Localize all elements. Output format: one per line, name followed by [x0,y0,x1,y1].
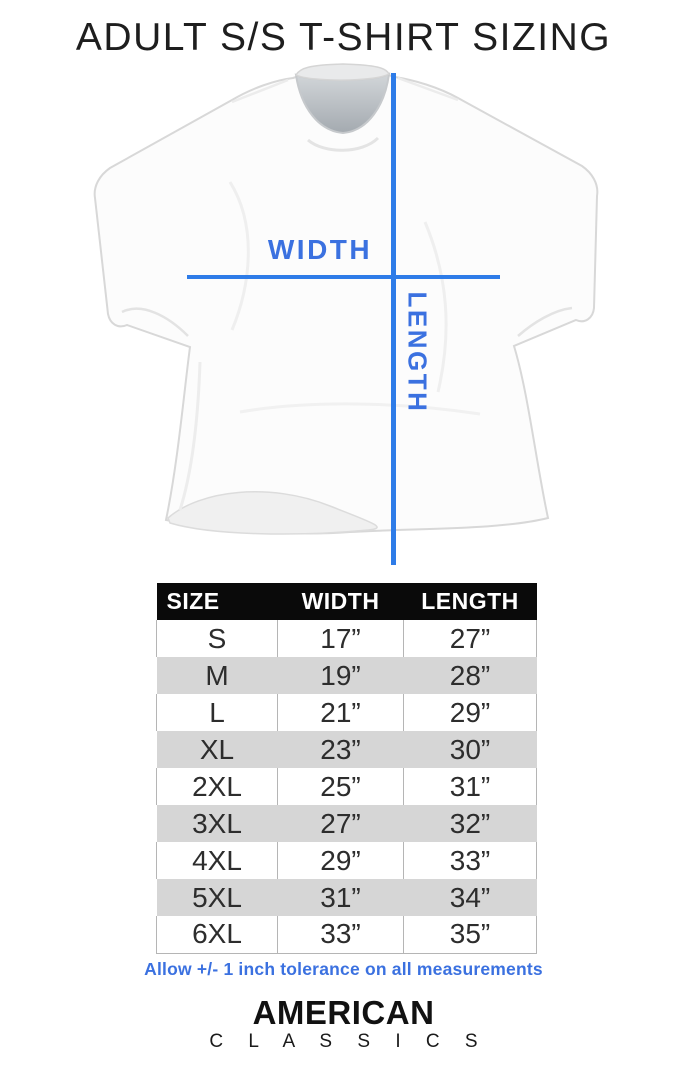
length-cell: 30” [404,731,537,768]
size-cell: L [157,694,278,731]
table-row [157,768,537,805]
length-cell: 29” [404,694,537,731]
width-cell: 27” [278,805,404,842]
length-cell: 28” [404,657,537,694]
length-label: LENGTH [402,291,433,414]
width-cell: 25” [278,768,404,805]
table-row [157,694,537,731]
width-cell: 31” [278,879,404,916]
tshirt-illustration [80,62,610,574]
table-row [157,916,537,953]
column-header-width: WIDTH [278,583,404,620]
length-cell: 31” [404,768,537,805]
table-row [157,842,537,879]
width-cell: 21” [278,694,404,731]
width-measure-line [187,275,500,279]
width-cell: 33” [278,916,404,953]
width-cell: 29” [278,842,404,879]
width-cell: 19” [278,657,404,694]
table-row [157,879,537,916]
size-table [156,583,537,954]
length-measure-line [391,73,396,565]
size-cell: 5XL [157,879,278,916]
table-row [157,805,537,842]
tshirt-body [95,70,598,534]
length-cell: 34” [404,879,537,916]
brand-subname: C L A S S I C S [209,1030,488,1052]
table-row [157,620,537,657]
size-table-body [157,620,537,953]
width-cell: 17” [278,620,404,657]
size-cell: 4XL [157,842,278,879]
tshirt-image [80,62,610,574]
length-cell: 33” [404,842,537,879]
width-cell: 23” [278,731,404,768]
column-header-size: SIZE [157,583,278,620]
table-row [157,731,537,768]
collar-band [296,64,389,80]
size-cell: 2XL [157,768,278,805]
length-cell: 35” [404,916,537,953]
size-cell: S [157,620,278,657]
brand-name: AMERICAN [252,994,435,1031]
page-title: ADULT S/S T-SHIRT SIZING [75,16,612,59]
size-cell: 6XL [157,916,278,953]
width-label: WIDTH [267,234,373,265]
brand-logo [0,996,687,1053]
length-cell: 27” [404,620,537,657]
tolerance-note: Allow +/- 1 inch tolerance on all measurements [144,959,543,979]
size-cell: 3XL [157,805,278,842]
length-cell: 32” [404,805,537,842]
table-row [157,657,537,694]
size-cell: XL [157,731,278,768]
size-cell: M [157,657,278,694]
size-table-header [157,583,537,620]
column-header-length: LENGTH [404,583,537,620]
